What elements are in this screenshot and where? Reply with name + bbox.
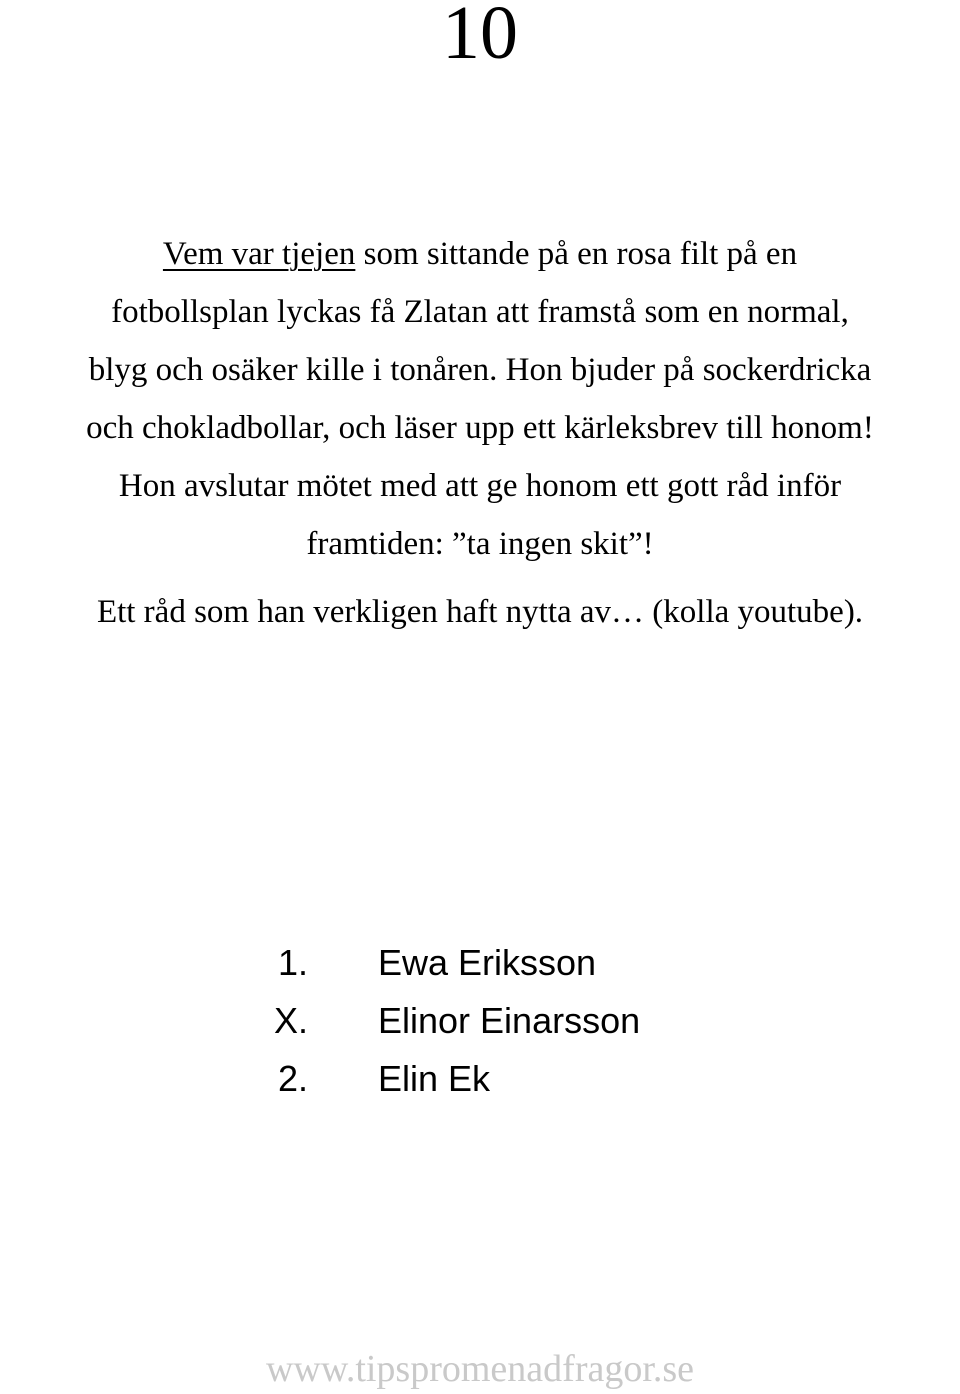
answer-option-1	[0, 934, 960, 992]
closing-remark: Ett råd som han verkligen haft nytta av… (kolla youtube).	[96, 594, 864, 630]
answer-key: 1.	[277, 942, 308, 983]
answer-key: 2.	[277, 1058, 308, 1099]
answer-text: Elinor Einarsson	[378, 1000, 641, 1041]
question-line-2: fotbollsplan lyckas få Zlatan att framstå som en normal,	[111, 294, 849, 330]
answer-options	[0, 934, 960, 1108]
question-line-6: framtiden: ”ta ingen skit”!	[306, 526, 654, 562]
answer-text: Ewa Eriksson	[378, 942, 597, 983]
question-line-5: Hon avslutar mötet med att ge honom ett gott råd inför	[118, 468, 842, 504]
answer-key: X.	[273, 1000, 308, 1041]
answer-option-2	[0, 1050, 960, 1108]
answer-option-x	[0, 992, 960, 1050]
answer-text: Elin Ek	[378, 1058, 491, 1099]
page-number: 10	[442, 0, 518, 75]
question-line-1-rest: som sittande på en rosa filt på en	[355, 236, 798, 272]
question-line-4: och chokladbollar, och läser upp ett kärleksbrev till honom!	[86, 410, 874, 446]
question-line-3: blyg och osäker kille i tonåren. Hon bjuder på sockerdricka	[88, 352, 872, 388]
footer-website-url: www.tipspromenadfragor.se	[265, 1348, 695, 1390]
question-text	[0, 225, 960, 573]
question-line-1	[0, 225, 960, 283]
question-lead: Vem var tjejen	[162, 236, 356, 272]
